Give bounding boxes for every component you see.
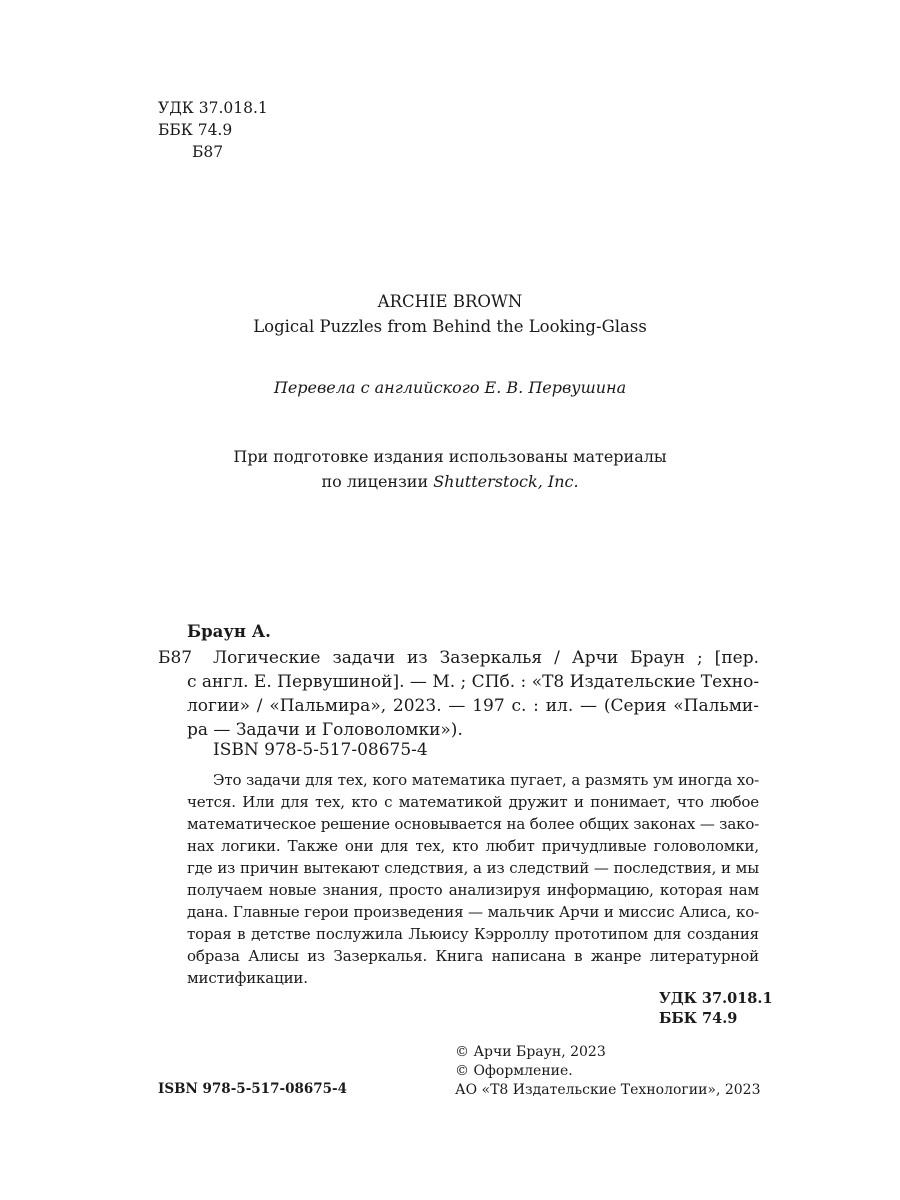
- abstract-line: мистификации.: [187, 969, 308, 987]
- bibliographic-line: Логические задачи из Зазеркалья / Арчи Браун ; [пер.: [213, 648, 759, 668]
- isbn-bottom: ISBN 978-5-517-08675-4: [158, 1081, 348, 1097]
- copyright-publisher: АО «Т8 Издательские Технологии», 2023: [455, 1082, 761, 1098]
- bottom-bbk-code: ББК 74.9: [659, 1010, 738, 1027]
- udk-code: УДК 37.018.1: [158, 99, 268, 117]
- abstract: [187, 769, 759, 989]
- bottom-udk-code: УДК 37.018.1: [659, 990, 773, 1007]
- license-prefix: по лицензии: [321, 472, 434, 491]
- license-company: Shutterstock, Inc.: [433, 472, 579, 491]
- license-line-1: При подготовке издания использованы материалы: [233, 447, 667, 466]
- top-classification-codes: [158, 97, 268, 163]
- bbk-code: ББК 74.9: [158, 121, 233, 139]
- abstract-line: дана. Главные герои произведения — мальчик Арчи и миссис Алиса, ко-: [187, 903, 759, 921]
- original-title: Logical Puzzles from Behind the Looking-Glass: [253, 317, 647, 336]
- license-line-2: [0, 469, 900, 494]
- copyright-design: © Оформление.: [455, 1063, 573, 1079]
- abstract-line: Это задачи для тех, кого математика пугает, а размять ум иногда хо-: [213, 771, 759, 789]
- translation-note: Перевела с английского Е. В. Первушина: [273, 378, 627, 397]
- bibliographic-line: с англ. Е. Первушиной]. — М. ; СПб. : «Т8 Издательские Техно-: [187, 672, 760, 692]
- license-note: [0, 444, 900, 494]
- isbn-main: ISBN 978-5-517-08675-4: [213, 740, 428, 760]
- author-sign: Б87: [192, 143, 224, 161]
- original-edition: [0, 289, 900, 339]
- bottom-classification-codes: [659, 989, 773, 1029]
- bibliographic-line: ра — Задачи и Головоломки»).: [187, 720, 463, 740]
- bibliographic-code: Б87: [158, 648, 193, 668]
- bibliographic-line: логии» / «Пальмира», 2023. — 197 с. : ил. — (Серия «Пальми-: [187, 696, 759, 716]
- copyright-block: [455, 1043, 761, 1100]
- abstract-line: математическое решение основывается на более общих законах — зако-: [187, 815, 760, 833]
- abstract-line: нах логики. Также они для тех, кто любит причудливые головоломки,: [187, 837, 759, 855]
- abstract-line: где из причин вытекают следствия, а из следствий — последствия, и мы: [187, 859, 759, 877]
- bibliographic-author: Браун А.: [187, 622, 271, 641]
- abstract-line: получаем новые знания, просто анализируя информацию, которая нам: [187, 881, 759, 899]
- copyright-author: © Арчи Браун, 2023: [455, 1044, 606, 1060]
- bibliographic-record: [187, 646, 759, 742]
- abstract-line: образа Алисы из Зазеркалья. Книга написана в жанре литературной: [187, 947, 759, 965]
- abstract-line: торая в детстве послужила Льюису Кэрроллу прототипом для создания: [187, 925, 759, 943]
- original-author: ARCHIE BROWN: [377, 292, 523, 311]
- abstract-line: чется. Или для тех, кто с математикой дружит и понимает, что любое: [187, 793, 759, 811]
